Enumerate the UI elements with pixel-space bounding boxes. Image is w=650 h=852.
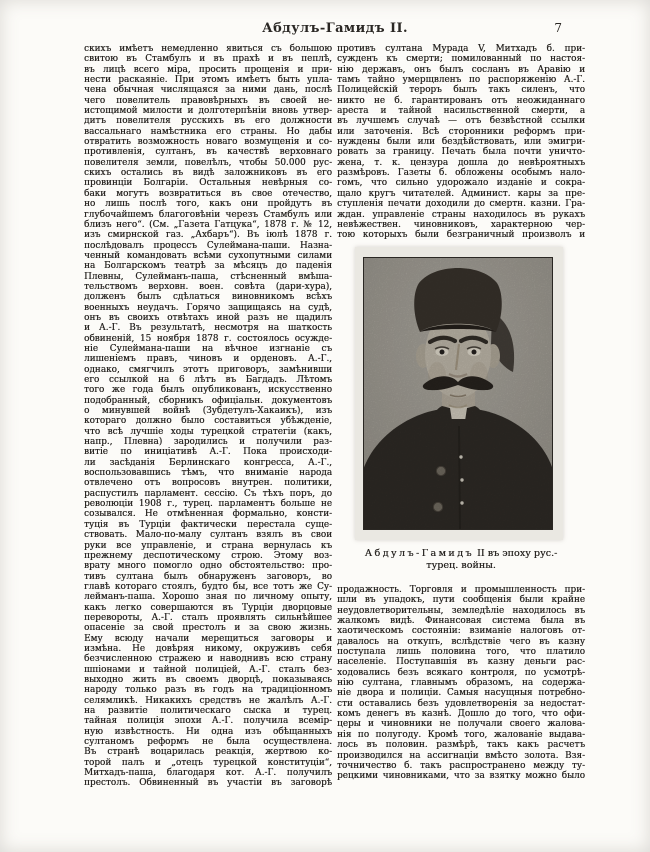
text-line: продажность. Торговля и промышленность при-: [337, 585, 585, 595]
text-line: распустилъ парламент. сессію. Съ тѣхъ поръ, до: [84, 488, 332, 499]
text-line: давалось на откупъ, вслѣдствіе чего въ казну: [337, 636, 585, 647]
text-line: ступленія печати доходили до смертн. казни. Гра-: [337, 199, 585, 210]
text-line: вассальнаго намѣстника его страны. Но дабы: [84, 126, 332, 137]
text-line: Ему всюду начали мерещиться заговоры и: [84, 633, 332, 644]
text-line: онъ въ своихъ отвѣтахъ иной разъ не щадилъ: [84, 312, 332, 323]
halftone-grain-overlay: [364, 258, 552, 529]
text-line: ную извѣстность. Ни одна изъ обѣщанныхъ: [84, 726, 332, 737]
text-line: лейманъ-паша. Хорошо зная по личному опыту,: [84, 592, 332, 603]
text-line: баки могутъ возвратиться въ свое отечество,: [84, 188, 332, 199]
text-line: ствовать. Мало-по-малу султанъ взялъ въ свои: [84, 530, 332, 541]
portrait-frame: [363, 257, 553, 530]
figure-caption-line-2: турец. войны.: [426, 559, 496, 571]
text-line: производился на ассигнаціи вмѣсто золота. Взя-: [337, 750, 585, 761]
text-line: тамъ тайно умерщвленъ по распоряженію А.-Г.: [337, 75, 585, 86]
text-line: на Болгарскомъ театрѣ за мѣсяцъ до паденія: [84, 261, 332, 272]
text-line: изъ смирнской газ. „Ахбаръ“). Въ іюлѣ 1878 г.: [84, 230, 332, 241]
text-line: невѣжествен. чиновниковъ, характерною чер-: [337, 219, 585, 230]
text-line: населеніе. Поступавшія въ казну деньги рас-: [337, 657, 585, 668]
text-line: безчисленною стражею и наводнивъ всю страну: [84, 654, 332, 665]
text-line: тивъ султана былъ обнаруженъ заговоръ, во: [84, 571, 332, 582]
text-line: противъ султана Мурада V, Митхадъ б. при-: [337, 44, 585, 54]
text-line: сти оставались безъ удовлетворенія за недостат-: [337, 698, 585, 709]
text-line: глубочайшемъ благоговѣніи черезъ Стамбулъ или: [84, 209, 332, 220]
text-line: созывался. Не отмѣненная формально, консти-: [84, 509, 332, 520]
text-line: скихъ остались въ видѣ заложниковъ въ его: [84, 168, 332, 179]
text-line: лишеніемъ правъ, чиновъ и орденовъ. А.-Г.,: [84, 354, 332, 365]
text-line: выходно жить въ своемъ дворцѣ, показываясь: [84, 674, 332, 685]
text-line: въ лучшемъ случаѣ — отъ безвѣстной ссылки: [337, 116, 585, 127]
text-line: чего повелитель правовѣрныхъ въ своей не-: [84, 95, 332, 106]
text-line: тайная полиція эпохи А.-Г. получила всемір-: [84, 716, 332, 727]
text-line: обвиненій, 15 ноября 1878 г. состоялось осужде-: [84, 333, 332, 344]
text-line: хаотическомъ состояніи: взиманіе налоговъ от-: [337, 626, 585, 637]
text-line: туція въ Турціи фактически перестала суще-: [84, 519, 332, 530]
figure-caption: [337, 548, 585, 571]
right-column-text-bottom: [337, 585, 585, 782]
text-line: гомъ, что сильно удорожало изданіе и сокра-: [337, 178, 585, 189]
text-line: воспользовавшись тѣмъ, что вниманіе народа: [84, 468, 332, 479]
text-line: лось въ половин. размѣрѣ, такъ какъ расчетъ: [337, 740, 585, 751]
text-line: султаномъ реформъ не была осуществлена.: [84, 737, 332, 748]
text-line: прежнему деспотическому строю. Этому воз-: [84, 550, 332, 561]
text-line: военныхъ неудачъ. Горячо защищаясь на судѣ,: [84, 302, 332, 313]
text-line: престолъ. Обвиненный въ участіи въ заговорѣ: [84, 778, 332, 789]
text-line: тою которыхъ были безграничный произволъ и: [337, 230, 585, 241]
text-line: близъ него“. (См. „Газета Гатцука“, 1878 г. № 12,: [84, 219, 332, 230]
text-line: Полицейскій тероръ былъ такъ силенъ, что: [337, 85, 585, 96]
text-line: народу только разъ въ годъ на традиціонномъ: [84, 685, 332, 696]
text-line: шли въ упадокъ, пути сообщенія были крайне: [337, 595, 585, 606]
text-line: или заточенія. Всѣ сторонники реформъ при-: [337, 126, 585, 137]
text-line: въ лицѣ всего міра, просить прощенія и при-: [84, 64, 332, 75]
text-line: нуждены были или бездѣйствовать, или эмигри-: [337, 137, 585, 148]
text-line: напр., Плевна) зародились и получили раз-: [84, 437, 332, 448]
text-line: жалкомъ видѣ. Финансовая система была въ: [337, 616, 585, 627]
right-column-text-top: [337, 44, 585, 241]
text-line: ли засѣданія Берлинскаго конгресса, А.-Г.,: [84, 457, 332, 468]
text-line: на развитіе политическаго сыска и турец.: [84, 706, 332, 716]
text-line: отвлечено отъ вопросовъ внутрен. политики,: [84, 478, 332, 489]
portrait-figure: [355, 247, 563, 540]
text-line: ходовались безъ всякаго контроля, по усмотрѣ-: [337, 667, 585, 678]
left-column-text: [84, 44, 332, 789]
text-line: Митхадъ-паша, благодаря кот. А.-Г. получилъ: [84, 768, 332, 779]
text-line: нія по полугоду. Кромѣ того, жалованіе выдава-: [337, 729, 585, 740]
text-line: повелителя земли, повелѣлъ, чтобы 50.000 рус-: [84, 157, 332, 168]
text-line: главѣ котораго стоялъ, будто бы, все тотъ же Су-: [84, 581, 332, 592]
text-line: ждан. управленіе страны находилось въ рукахъ: [337, 209, 585, 220]
text-line: ніе двора и полиціи. Самыя насущныя потребно-: [337, 688, 585, 699]
text-line: дитъ повелителя русскихъ въ его должности: [84, 116, 332, 127]
page-title: Абдулъ-Гамидъ II.: [262, 21, 408, 36]
text-line: однако, смягчилъ этотъ приговоръ, замѣнивши: [84, 364, 332, 375]
text-line: его ссылкой на 6 лѣтъ въ Багдадъ. Лѣтомъ: [84, 375, 332, 385]
text-line: скихъ имѣетъ немедленно явиться съ большою: [84, 44, 332, 54]
text-line: щало кругъ читателей. Админист. кары за пре-: [337, 188, 585, 199]
text-line: ніе Сулеймана-паши на вѣчное изгнаніе съ: [84, 343, 332, 354]
text-line: нію султана, главнымъ образомъ, на содержа-: [337, 678, 585, 689]
text-line: никто не б. гарантированъ отъ неожиданнаго: [337, 95, 585, 106]
text-line: о минувшей войнѣ (Зубдетулъ-Хакаикъ), изъ: [84, 406, 332, 417]
page-number: 7: [554, 21, 562, 35]
text-line: революціи 1908 г., турец. парламентъ больше не: [84, 499, 332, 510]
text-line: и А.-Г. Въ результатѣ, несмотря на шаткость: [84, 323, 332, 334]
text-line: что всѣ лучшіе ходы турецкой стратегіи (какъ,: [84, 426, 332, 437]
text-line: ареста и тайной насильственной смерти, а: [337, 106, 585, 117]
text-line: врату много помогло одно обстоятельство: про-: [84, 561, 332, 572]
figure-caption-line-1: [337, 548, 585, 560]
text-line: точничество б. такъ распространено между ту-: [337, 760, 585, 771]
text-line: нести раскаяніе. При этомъ имѣетъ быть упла-: [84, 75, 332, 86]
text-line: руки все управленіе, и страна вернулась къ: [84, 540, 332, 551]
text-line: размѣровъ. Газеты б. обложены особымъ нало-: [337, 168, 585, 179]
text-line: неудовлетворительны, земледѣліе находилось въ: [337, 605, 585, 616]
text-line: рецкими чиновниками, что за взятку можно было: [337, 771, 585, 782]
text-line: селямликѣ. Никакихъ средствъ не жалѣлъ А.-Г.: [84, 695, 332, 706]
text-line: жена, т. к. цензура дошла до невѣроятныхъ: [337, 157, 585, 168]
text-line: опасеніе за свой престолъ и за свою жизнь.: [84, 623, 332, 634]
text-line: комъ денегъ въ казнѣ. Дошло до того, что офи-: [337, 709, 585, 720]
text-line: шпіонами и тайной полиціей, А.-Г. сталъ без-: [84, 664, 332, 675]
text-line: сужденъ къ смерти; помилованный по настоя-: [337, 54, 585, 65]
text-line: ровать за границу. Печать была почти уничто-: [337, 147, 585, 158]
figure-caption-name: Абдулъ-Гамидъ: [364, 548, 474, 559]
text-line: какъ легко совершаются въ Турціи дворцовые: [84, 602, 332, 613]
text-line: котораго должно было составиться убѣжденіе,: [84, 416, 332, 427]
portrait-photo: [364, 258, 552, 529]
figure-caption-rest: II въ эпоху рус.-: [473, 548, 558, 559]
text-line: торой палъ и „отецъ турецкой конституціи“,: [84, 757, 332, 768]
text-line: чена обычная числящаяся за ними дань, послѣ: [84, 85, 332, 96]
text-line: тельствомъ верховн. воен. совѣта (дари-хура),: [84, 281, 332, 292]
text-line: Въ странѣ воцарилась реакція, жертвою ко-: [84, 747, 332, 758]
text-line: измѣна. Не довѣряя никому, окруживъ себя: [84, 643, 332, 654]
text-line: поступала лишь половина того, что платило: [337, 647, 585, 658]
text-line: перевороты, А.-Г. сталъ проявлять сильнѣйшее: [84, 612, 332, 623]
text-line: церы и чиновники не получали своего жалова-: [337, 719, 585, 730]
text-line: противленія, султанъ, въ качествѣ верховнаго: [84, 147, 332, 158]
text-line: витіе по иниціативѣ А.-Г. Пока происходи-: [84, 447, 332, 458]
text-line: свитою въ Стамбулъ и въ прахѣ и въ пеплѣ,: [84, 54, 332, 65]
text-line: долженъ былъ сдѣлаться виновникомъ всѣхъ: [84, 292, 332, 303]
text-line: нію державъ, онъ былъ сосланъ въ Аравію и: [337, 64, 585, 75]
text-line: отвратить возможность новаго возмущенія и со-: [84, 137, 332, 148]
text-line: того же года былъ опубликованъ, искусственно: [84, 385, 332, 396]
text-line: истощимой милости и долготерпѣніи вновь утвер-: [84, 106, 332, 117]
text-line: но лишь послѣ того, какъ они пройдутъ въ: [84, 199, 332, 210]
text-line: послѣдовалъ процессъ Сулеймана-паши. Назна-: [84, 240, 332, 251]
text-line: Плевны, Сулейманъ-паша, стѣсненный вмѣша-: [84, 271, 332, 282]
text-line: провинціи Болгаріи. Остальныя невѣрныя со-: [84, 178, 332, 189]
text-line: подобранный, сборникъ офиціальн. документовъ: [84, 395, 332, 406]
text-line: ченный командовать всѣми сухопутными силами: [84, 250, 332, 261]
